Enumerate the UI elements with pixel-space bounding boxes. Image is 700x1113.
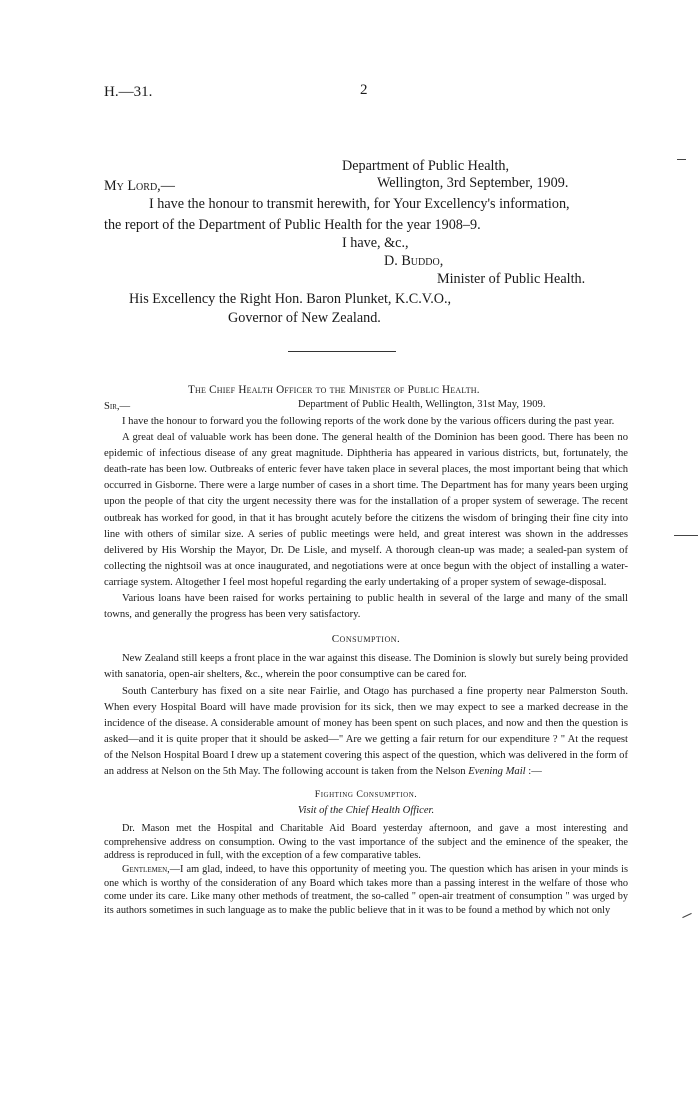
report-salutation: Sir,— xyxy=(104,401,131,412)
letter-addressee-line-1: His Excellency the Right Hon. Baron Plunket, K.C.V.O., xyxy=(129,291,452,307)
report-title: The Chief Health Officer to the Minister of Public Health. xyxy=(188,384,480,396)
paragraph-introduction: I have the honour to forward you the following reports of the work done by the various officers during the past year. xyxy=(122,416,615,427)
report-department-date: Department of Public Health, Wellington, 31st May, 1909. xyxy=(298,399,546,410)
address-salutation: Gentlemen, xyxy=(122,864,170,876)
heading-consumption: Consumption. xyxy=(331,633,401,646)
letter-signatory: D. Buddo, xyxy=(384,253,444,269)
margin-mark xyxy=(682,913,691,918)
heading-fighting-consumption: Fighting Consumption. xyxy=(314,789,418,801)
paragraph-sanatoria xyxy=(104,684,628,781)
letter-signatory-title: Minister of Public Health. xyxy=(437,271,586,287)
paragraph-sanatoria-end: :— xyxy=(525,765,542,777)
address-text: —I am glad, indeed, to have this opportunity of meeting you. The question which has arisen in your minds is one which is worthy of the consideration of any Board which takes more than a passing interest in the welfare of those who come under its care. Like many other methods of treatment, the so-called " open-air treatment of consumption " was urged by its authors sometimes in such language as to make the public believe that in it was to be found a method by which not only xyxy=(104,864,628,916)
paragraph-consumption-war: New Zealand still keeps a front place in the war against this disease. The Dominion is slowly but surely being provided with sanatoria, open-air shelters, &c., wherein the poor consumptive can be cared for. xyxy=(104,653,628,681)
section-divider xyxy=(288,351,396,352)
heading-visit: Visit of the Chief Health Officer. xyxy=(297,805,435,817)
margin-mark xyxy=(674,535,698,536)
report-body xyxy=(104,414,628,917)
letter-body-line-2: the report of the Department of Public Health for the year 1908–9. xyxy=(104,217,481,233)
paragraph-sanatoria-text: South Canterbury has fixed on a site near Fairlie, and Otago has purchased a fine property near Palmerston South. When every Hospital Board will have made provision for its sick, then we may expect to see a marked decrease in the incidence of the disease. A considerable amount of money has been spent on such places, and now and then the question is asked—and it is quite proper that it should be asked—" Are we getting a fair return for our expenditure ? " At the request of the Nelson Hospital Board I drew up a statement covering this aspect of the question, which was delivered in the form of an address at Nelson on the 5th May. The following account is taken from the Nelson xyxy=(104,685,628,777)
letter-salutation: My Lord,— xyxy=(104,178,175,194)
letter-addressee-line-2: Governor of New Zealand. xyxy=(228,310,381,326)
paragraph-address-summary: Dr. Mason met the Hospital and Charitable Aid Board yesterday afternoon, and gave a most interesting and comprehensive address on consumption. Owing to the vast importance of the subject and the eminence of the speaker, the address is reproduced in full, with the exception of a few comparative tables. xyxy=(104,823,628,862)
report-reference: H.—31. xyxy=(104,84,153,100)
letter-department: Department of Public Health, xyxy=(342,158,510,174)
page-number: 2 xyxy=(360,82,368,98)
paragraph-loans: Various loans have been raised for works pertaining to public health in several of the large and many of the small towns, and generally the progress has been very satisfactory. xyxy=(104,593,628,621)
paragraph-general-health: A great deal of valuable work has been done. The general health of the Dominion has been good. There has been no epidemic of infectious disease of any great magnitude. Diphtheria has appeared in various districts, but, fortunately, the death-rate has been low. Outbreaks of enteric fever have taken place in several places, the most important being that which occurred in Gisborne. There were a large number of cases in a short time. The Department has for many years been urging upon the people of that city the urgent necessity there was for the installation of a proper system of sewerage. The recent outbreak has worked for good, in that it has brought acutely before the citizens the wisdom of bringing their fine city into line with others of similar size. A series of public meetings were held, and great interest was shown in the addresses delivered by His Worship the Mayor, Dr. De Lisle, and myself. A thorough clean-up was made; a sealed-pan system of collecting the nightsoil was at once inaugurated, and negotiations were at once begun with the object of installing a water-carriage system. Altogether I feel most hopeful regarding the early undertaking of a proper system of sewage-disposal. xyxy=(104,432,628,588)
paragraph-address-opening xyxy=(104,863,628,917)
margin-mark xyxy=(677,159,686,160)
newspaper-title: Evening Mail xyxy=(468,765,526,777)
letter-closing: I have, &c., xyxy=(342,235,409,251)
letter-place-date: Wellington, 3rd September, 1909. xyxy=(377,175,569,191)
letter-body-line-1: I have the honour to transmit herewith, for Your Excellency's information, xyxy=(149,196,570,212)
